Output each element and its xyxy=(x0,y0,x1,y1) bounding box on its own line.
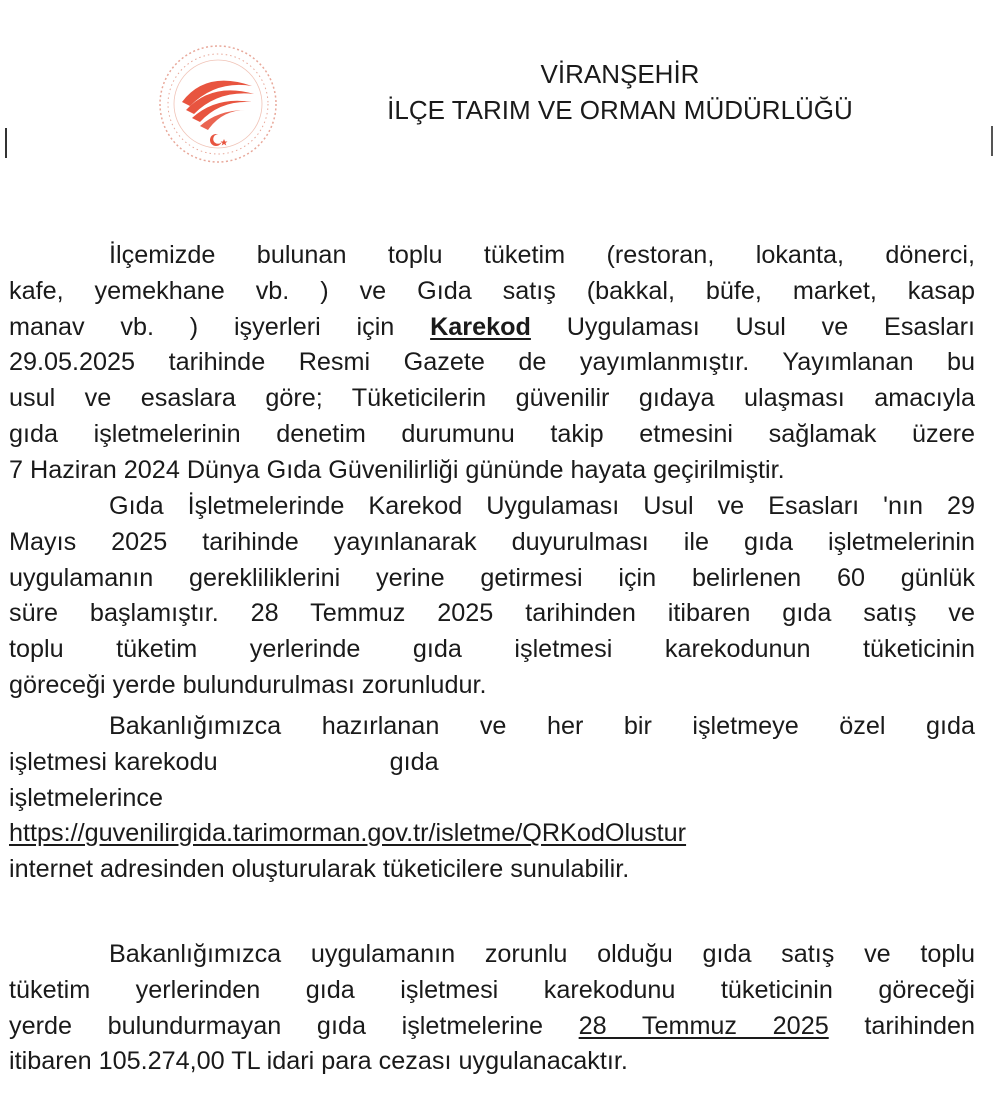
qr-generator-link[interactable]: https://guvenilirgida.tarimorman.gov.tr/isletme/QRKodOlustur xyxy=(9,819,687,848)
paragraph-2 xyxy=(9,489,975,704)
p4-line: tüketim yerlerinden gıda işletmesi karekodunu tüketicinin göreceği xyxy=(9,975,975,1004)
organization-title xyxy=(360,56,880,128)
karekod-term: Karekod xyxy=(430,312,531,341)
p3-line xyxy=(9,816,975,852)
p1-line: 29.05.2025 tarihinde Resmi Gazete de yayımlanmıştır. Yayımlanan bu xyxy=(9,348,975,377)
p3-text: gıda xyxy=(389,747,439,776)
p2-line: toplu tüketim yerlerinde gıda işletmesi karekodunun tüketicinin xyxy=(9,635,975,664)
deadline-date: 28 Temmuz 2025 xyxy=(578,1011,829,1040)
org-title-line1: VİRANŞEHİR xyxy=(540,59,700,89)
p1-text: Uygulaması Usul ve Esasları xyxy=(566,312,976,341)
p3-line: Bakanlığımızca hazırlanan ve her bir işletmeye özel gıda xyxy=(109,712,975,740)
p3-line xyxy=(9,745,975,781)
p1-line: kafe, yemekhane vb. ) ve Gıda satış (bakkal, büfe, market, kasap xyxy=(9,276,975,305)
p3-line: işletmelerince xyxy=(9,783,163,812)
p4-text: tarihinden xyxy=(864,1011,976,1040)
p1-line: İlçemizde bulunan toplu tüketim (restoran, lokanta, dönerci, xyxy=(109,241,975,269)
paragraph-1 xyxy=(9,238,975,489)
scan-edge-mark xyxy=(5,128,7,158)
p1-line xyxy=(9,310,975,346)
org-title-line2: İLÇE TARIM VE ORMAN MÜDÜRLÜĞÜ xyxy=(387,95,853,125)
paragraph-4 xyxy=(9,937,975,1080)
p3-text: işletmesi karekodu xyxy=(9,747,218,776)
p4-line xyxy=(9,1009,975,1045)
paragraph-3 xyxy=(9,709,975,888)
p4-line: itibaren 105.274,00 TL idari para cezası uygulanacaktır. xyxy=(9,1047,628,1076)
p2-line: Gıda İşletmelerinde Karekod Uygulaması Usul ve Esasları 'nın 29 xyxy=(109,492,975,520)
p2-line: uygulamanın gerekliliklerini yerine getirmesi için belirlenen 60 günlük xyxy=(9,563,975,592)
p4-text: yerde bulundurmayan gıda işletmelerine xyxy=(9,1011,543,1040)
p1-text: manav vb. ) işyerleri için xyxy=(9,312,395,341)
ministry-seal-icon xyxy=(156,42,280,166)
p1-line: usul ve esaslara göre; Tüketicilerin güvenilir gıdaya ulaşması amacıyla xyxy=(9,384,975,413)
p2-line: göreceği yerde bulundurulması zorunludur. xyxy=(9,670,487,699)
p3-line: internet adresinden oluşturularak tüketicilere sunulabilir. xyxy=(9,855,630,884)
p2-line: Mayıs 2025 tarihinde yayınlanarak duyurulması ile gıda işletmelerinin xyxy=(9,527,975,556)
p1-line: gıda işletmelerinin denetim durumunu takip etmesini sağlamak üzere xyxy=(9,419,975,448)
p4-line: Bakanlığımızca uygulamanın zorunlu olduğu gıda satış ve toplu xyxy=(109,940,975,968)
p2-line: süre başlamıştır. 28 Temmuz 2025 tarihinden itibaren gıda satış ve xyxy=(9,599,975,628)
scan-edge-mark xyxy=(991,126,993,156)
p1-line: 7 Haziran 2024 Dünya Gıda Güvenilirliği gününde hayata geçirilmiştir. xyxy=(9,455,785,484)
